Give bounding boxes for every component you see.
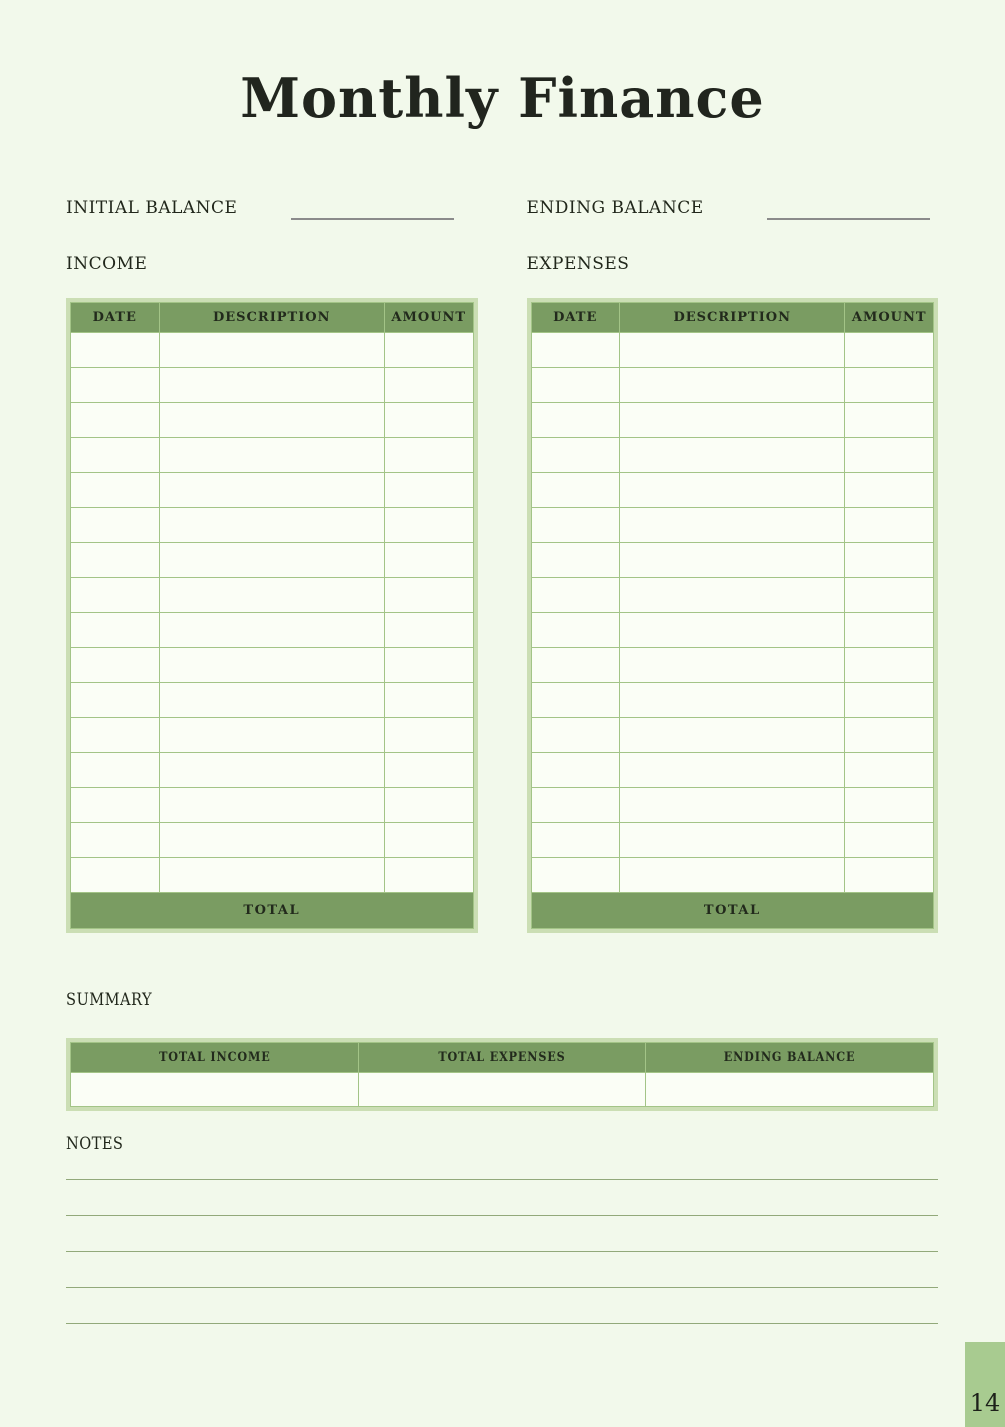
income-header-description: DESCRIPTION (159, 303, 384, 333)
expenses-table (527, 298, 939, 933)
table-cell[interactable] (159, 403, 384, 438)
table-row (71, 438, 474, 473)
income-total-label: TOTAL (71, 893, 474, 929)
notes-line[interactable] (66, 1252, 938, 1288)
income-header-date: DATE (71, 303, 160, 333)
notes-line[interactable] (66, 1144, 938, 1180)
table-cell[interactable] (71, 613, 160, 648)
table-cell[interactable] (159, 578, 384, 613)
page-number: 14 (969, 1389, 1001, 1417)
summary-total-income-cell[interactable] (71, 1073, 359, 1107)
table-row (531, 683, 934, 718)
initial-balance-label: INITIAL BALANCE (66, 198, 238, 218)
table-row (71, 683, 474, 718)
table-row (531, 368, 934, 403)
notes-lines (66, 1144, 938, 1324)
table-cell[interactable] (620, 718, 845, 753)
table-cell[interactable] (159, 858, 384, 893)
table-cell[interactable] (71, 683, 160, 718)
page-corner-tab (965, 1342, 1005, 1427)
table-cell[interactable] (71, 648, 160, 683)
table-row (531, 788, 934, 823)
table-cell[interactable] (845, 438, 934, 473)
table-row (531, 858, 934, 893)
table-cell[interactable] (531, 508, 620, 543)
expenses-header-description: DESCRIPTION (620, 303, 845, 333)
table-cell[interactable] (71, 858, 160, 893)
expenses-section-label: EXPENSES (526, 254, 630, 274)
tables-row (66, 254, 938, 933)
table-row (531, 508, 934, 543)
table-cell[interactable] (620, 613, 845, 648)
table-row (71, 823, 474, 858)
table-row (531, 613, 934, 648)
table-cell[interactable] (159, 333, 384, 368)
table-cell[interactable] (531, 683, 620, 718)
table-row (71, 858, 474, 893)
table-cell[interactable] (159, 823, 384, 858)
table-cell[interactable] (620, 368, 845, 403)
ending-balance-group (527, 196, 939, 220)
notes-line[interactable] (66, 1216, 938, 1252)
table-cell[interactable] (384, 473, 473, 508)
table-cell[interactable] (71, 403, 160, 438)
table-cell[interactable] (159, 438, 384, 473)
table-cell[interactable] (531, 718, 620, 753)
table-row (71, 543, 474, 578)
table-cell[interactable] (845, 788, 934, 823)
table-cell[interactable] (845, 718, 934, 753)
table-cell[interactable] (384, 788, 473, 823)
income-table (66, 298, 478, 933)
table-row (71, 508, 474, 543)
table-cell[interactable] (845, 543, 934, 578)
table-cell[interactable] (384, 333, 473, 368)
table-row (531, 333, 934, 368)
table-cell[interactable] (845, 858, 934, 893)
table-cell[interactable] (620, 753, 845, 788)
table-row (71, 718, 474, 753)
table-cell[interactable] (159, 613, 384, 648)
table-cell[interactable] (531, 368, 620, 403)
table-cell[interactable] (531, 788, 620, 823)
notes-line[interactable] (66, 1288, 938, 1324)
expenses-section (527, 254, 939, 933)
table-cell[interactable] (384, 858, 473, 893)
summary-ending-balance-cell[interactable] (646, 1073, 934, 1107)
table-cell[interactable] (71, 823, 160, 858)
table-row (71, 368, 474, 403)
table-cell[interactable] (384, 613, 473, 648)
table-cell[interactable] (620, 823, 845, 858)
table-cell[interactable] (159, 368, 384, 403)
table-cell[interactable] (384, 403, 473, 438)
table-cell[interactable] (384, 543, 473, 578)
table-cell[interactable] (71, 508, 160, 543)
summary-header-total-income: TOTAL INCOME (71, 1043, 359, 1073)
table-cell[interactable] (384, 438, 473, 473)
table-cell[interactable] (531, 823, 620, 858)
ending-balance-field[interactable] (767, 196, 930, 220)
table-cell[interactable] (620, 683, 845, 718)
table-cell[interactable] (384, 753, 473, 788)
table-cell[interactable] (71, 753, 160, 788)
table-cell[interactable] (845, 403, 934, 438)
summary-total-expenses-cell[interactable] (358, 1073, 646, 1107)
table-cell[interactable] (531, 613, 620, 648)
table-cell[interactable] (845, 613, 934, 648)
table-cell[interactable] (71, 788, 160, 823)
table-cell[interactable] (845, 333, 934, 368)
summary-table (66, 1038, 938, 1111)
table-cell[interactable] (384, 718, 473, 753)
table-cell[interactable] (620, 473, 845, 508)
expenses-header-date: DATE (531, 303, 620, 333)
notes-section-label: NOTES (66, 1134, 124, 1154)
table-cell[interactable] (845, 578, 934, 613)
summary-section-label: SUMMARY (66, 990, 153, 1010)
table-cell[interactable] (159, 683, 384, 718)
table-row (71, 578, 474, 613)
income-section-label: INCOME (66, 254, 148, 274)
summary-value-row (71, 1073, 934, 1107)
notes-line[interactable] (66, 1180, 938, 1216)
table-cell[interactable] (531, 543, 620, 578)
table-cell[interactable] (159, 543, 384, 578)
table-row (531, 473, 934, 508)
table-cell[interactable] (845, 683, 934, 718)
table-cell[interactable] (620, 403, 845, 438)
table-cell[interactable] (71, 368, 160, 403)
page-title: Monthly Finance (240, 66, 765, 130)
expenses-header-row (531, 303, 934, 333)
table-row (71, 753, 474, 788)
table-row (531, 753, 934, 788)
income-header-row (71, 303, 474, 333)
table-cell[interactable] (531, 753, 620, 788)
summary-header-total-expenses: TOTAL EXPENSES (358, 1043, 646, 1073)
table-row (71, 613, 474, 648)
table-cell[interactable] (620, 858, 845, 893)
summary-header-row (71, 1043, 934, 1073)
table-cell[interactable] (384, 578, 473, 613)
summary-section (66, 990, 938, 1111)
table-cell[interactable] (620, 508, 845, 543)
table-cell[interactable] (845, 753, 934, 788)
table-row (71, 648, 474, 683)
table-cell[interactable] (531, 438, 620, 473)
table-row (71, 403, 474, 438)
table-cell[interactable] (845, 473, 934, 508)
table-cell[interactable] (531, 648, 620, 683)
table-cell[interactable] (71, 543, 160, 578)
table-cell[interactable] (384, 648, 473, 683)
table-cell[interactable] (159, 753, 384, 788)
income-header-amount: AMOUNT (384, 303, 473, 333)
table-row (531, 718, 934, 753)
initial-balance-field[interactable] (291, 196, 454, 220)
table-row (71, 473, 474, 508)
table-row (71, 333, 474, 368)
table-cell[interactable] (71, 333, 160, 368)
table-cell[interactable] (845, 823, 934, 858)
table-row (531, 823, 934, 858)
table-cell[interactable] (531, 578, 620, 613)
table-row (531, 648, 934, 683)
table-cell[interactable] (159, 473, 384, 508)
table-cell[interactable] (159, 718, 384, 753)
table-cell[interactable] (384, 508, 473, 543)
table-cell[interactable] (620, 333, 845, 368)
table-cell[interactable] (384, 368, 473, 403)
table-cell[interactable] (159, 648, 384, 683)
table-cell[interactable] (384, 683, 473, 718)
table-cell[interactable] (159, 508, 384, 543)
table-cell[interactable] (71, 473, 160, 508)
table-cell[interactable] (71, 718, 160, 753)
table-cell[interactable] (845, 368, 934, 403)
table-cell[interactable] (159, 788, 384, 823)
ending-balance-label: ENDING BALANCE (526, 198, 704, 218)
table-cell[interactable] (845, 508, 934, 543)
table-row (531, 438, 934, 473)
table-cell[interactable] (620, 648, 845, 683)
table-cell[interactable] (620, 438, 845, 473)
table-cell[interactable] (71, 578, 160, 613)
table-row (71, 788, 474, 823)
table-cell[interactable] (531, 858, 620, 893)
table-cell[interactable] (531, 333, 620, 368)
notes-section (66, 1134, 938, 1324)
income-total-row (71, 893, 474, 929)
expenses-total-label: TOTAL (531, 893, 934, 929)
table-cell[interactable] (845, 648, 934, 683)
table-cell[interactable] (620, 578, 845, 613)
table-cell[interactable] (620, 543, 845, 578)
table-cell[interactable] (384, 823, 473, 858)
table-row (531, 543, 934, 578)
table-cell[interactable] (71, 438, 160, 473)
summary-header-ending-balance: ENDING BALANCE (646, 1043, 934, 1073)
income-section (66, 254, 478, 933)
table-cell[interactable] (620, 788, 845, 823)
table-cell[interactable] (531, 403, 620, 438)
expenses-header-amount: AMOUNT (845, 303, 934, 333)
table-row (531, 578, 934, 613)
table-cell[interactable] (531, 473, 620, 508)
expenses-total-row (531, 893, 934, 929)
initial-balance-group (66, 196, 478, 220)
balance-row (66, 196, 938, 220)
table-row (531, 403, 934, 438)
